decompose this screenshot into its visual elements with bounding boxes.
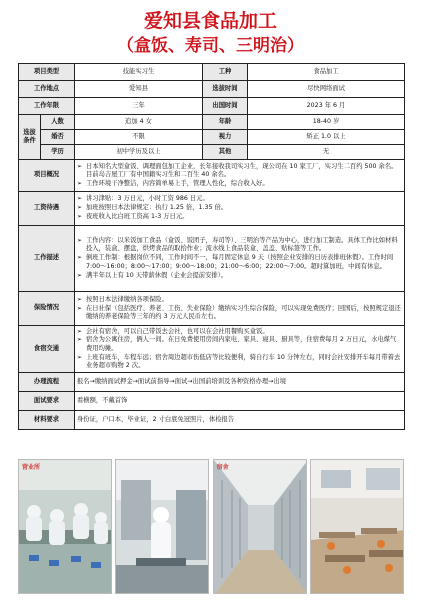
housing-item: ➢ 上班有班车，车程车远；宿舍周边超市伤低店等比较便利，骑自行车 10 分钟左右，同时会社安排开车每月带着去业务超市购物 2 次。 (86, 354, 402, 371)
project-type-label: 项目类型 (19, 64, 75, 81)
age-label: 年龄 (203, 115, 248, 130)
insurance-item: ➢ 按照日本法律缴纳各项保险。 (86, 296, 402, 304)
selection-label: 选拔时间 (203, 81, 248, 98)
term-label: 工作年限 (19, 98, 75, 115)
work-desc-item: ➢ 倒班工作制：根据岗位不同，工作时间不一，每月固定休息 9 天（按照企业安排的日历表排班休假）。工作时间 7:00～16:00；8:00～17:00；9:00～18:00；21:00～6:00；22:00～7:00。超时算加班，中间有休息。 (86, 254, 402, 271)
housing-item: ➢ 宿舍为公寓住房，俩人一间。在日免费使用房间内家电、家具、寝具、厨具等，住宿费每月 2 万日元，水电煤气费用均摊。 (86, 336, 402, 353)
term-value: 三年 (75, 98, 203, 115)
departure-value: 2023 年 6 月 (248, 98, 405, 115)
other-value: 无 (248, 145, 405, 160)
insurance-item: ➢ 在日社保（包括医疗、养老、工伤、失业保险）缴纳实习生综合保险，可以实现免费医疗；回国后，按照规定退还缴纳的养老保险等三年的约 3 万元人民币左右。 (86, 305, 402, 322)
insurance-content (75, 292, 405, 326)
interview-value: 看横额，不戴首饰 (75, 392, 405, 411)
marital-value: 不限 (75, 130, 203, 145)
overview-item: ➢ 日本知名大型盒饭、调理面包加工企业，长年接收我司实习生，现公司在 10 家工厂，实习生二百约 500 余名。目前岛吉屋工厂有中国籍实习生和二百生 40 余名。 (86, 163, 402, 180)
insurance-label: 保险情况 (19, 292, 75, 326)
salary-item: ➢ 讲习津贴：3 万日元，小时工资 986 日元。 (86, 195, 402, 203)
work-desc-label: 工作描述 (19, 226, 75, 292)
vision-value: 矫正 1.0 以上 (248, 130, 405, 145)
salary-content (75, 192, 405, 226)
interview-label: 面试要求 (19, 392, 75, 411)
conditions-label: 选拔条件 (19, 115, 41, 160)
salary-label: 工资待遇 (19, 192, 75, 226)
selection-value: 尽快网络面试 (248, 81, 405, 98)
housing-label: 食宿交通 (19, 326, 75, 373)
count-value: 追加 4 女 (75, 115, 203, 130)
salary-item: ➢ 夜班收入比白班工资高 1-3 万日元。 (86, 213, 402, 221)
age-value: 18-40 岁 (248, 115, 405, 130)
education-value: 初中学历及以上 (75, 145, 203, 160)
project-type-value: 技能实习生 (75, 64, 203, 81)
photo-watermark: 营业所 (22, 464, 41, 471)
job-type-label: 工种 (203, 64, 248, 81)
work-place-value: 爱知县 (75, 81, 203, 98)
departure-label: 出国时间 (203, 98, 248, 115)
vision-label: 视力 (203, 130, 248, 145)
photo-watermark: 宿舍 (216, 464, 229, 471)
overview-label: 项目概况 (19, 160, 75, 192)
work-place-label: 工作地点 (19, 81, 75, 98)
overview-content (75, 160, 405, 192)
page-title: 爱知县食品加工 (143, 10, 277, 32)
procedure-value: 报名→缴纳面试押金→面试前指导→面试→出国前培训及各种资格办理→出境 (75, 373, 405, 392)
housing-item: ➢ 会社有宿舍，可以自己带饭去会社，也可以在会社用餐购买盒饭。 (86, 328, 402, 336)
job-type-value: 食品加工 (248, 64, 405, 81)
factory-photo-workers-line (18, 459, 112, 594)
page-subtitle: （盒饭、寿司、三明治） (117, 36, 304, 56)
work-desc-item: ➢ 工作内容：以米饭加工食品（盒饭、饭团子，寿司等）、三明治等产品为中心，进行加工制造。具体工作比如材料投入，装盒、摆盘，烘烤食品的取拾作业；流水线上食品装盒、盖盖、贴标签等工作。 (86, 237, 402, 254)
info-table (18, 63, 405, 430)
materials-label: 材料要求 (19, 411, 75, 430)
count-label: 人数 (41, 115, 75, 130)
education-label: 学历 (41, 145, 75, 160)
materials-value: 身份证，户口本，毕业证，2 寸白底免冠照片，体检报告 (75, 411, 405, 430)
housing-content (75, 326, 405, 373)
canteen-photo (310, 459, 404, 594)
dorm-hallway-photo (213, 459, 307, 594)
procedure-label: 办理流程 (19, 373, 75, 392)
marital-label: 婚否 (41, 130, 75, 145)
overview-item: ➢ 工作环境干净整洁，内容简单易上手，管理人性化，综合收入好。 (86, 180, 402, 188)
work-desc-content (75, 226, 405, 292)
factory-photo-worker (115, 459, 209, 594)
work-desc-item: ➢ 满半年以上有 10 天带薪休假（企业会提前安排）。 (86, 272, 402, 280)
other-label: 其他 (203, 145, 248, 160)
salary-item: ➢ 加班按照日本法律规定：执行 1.25 倍，1.35 倍。 (86, 204, 402, 212)
photo-strip (18, 459, 404, 594)
